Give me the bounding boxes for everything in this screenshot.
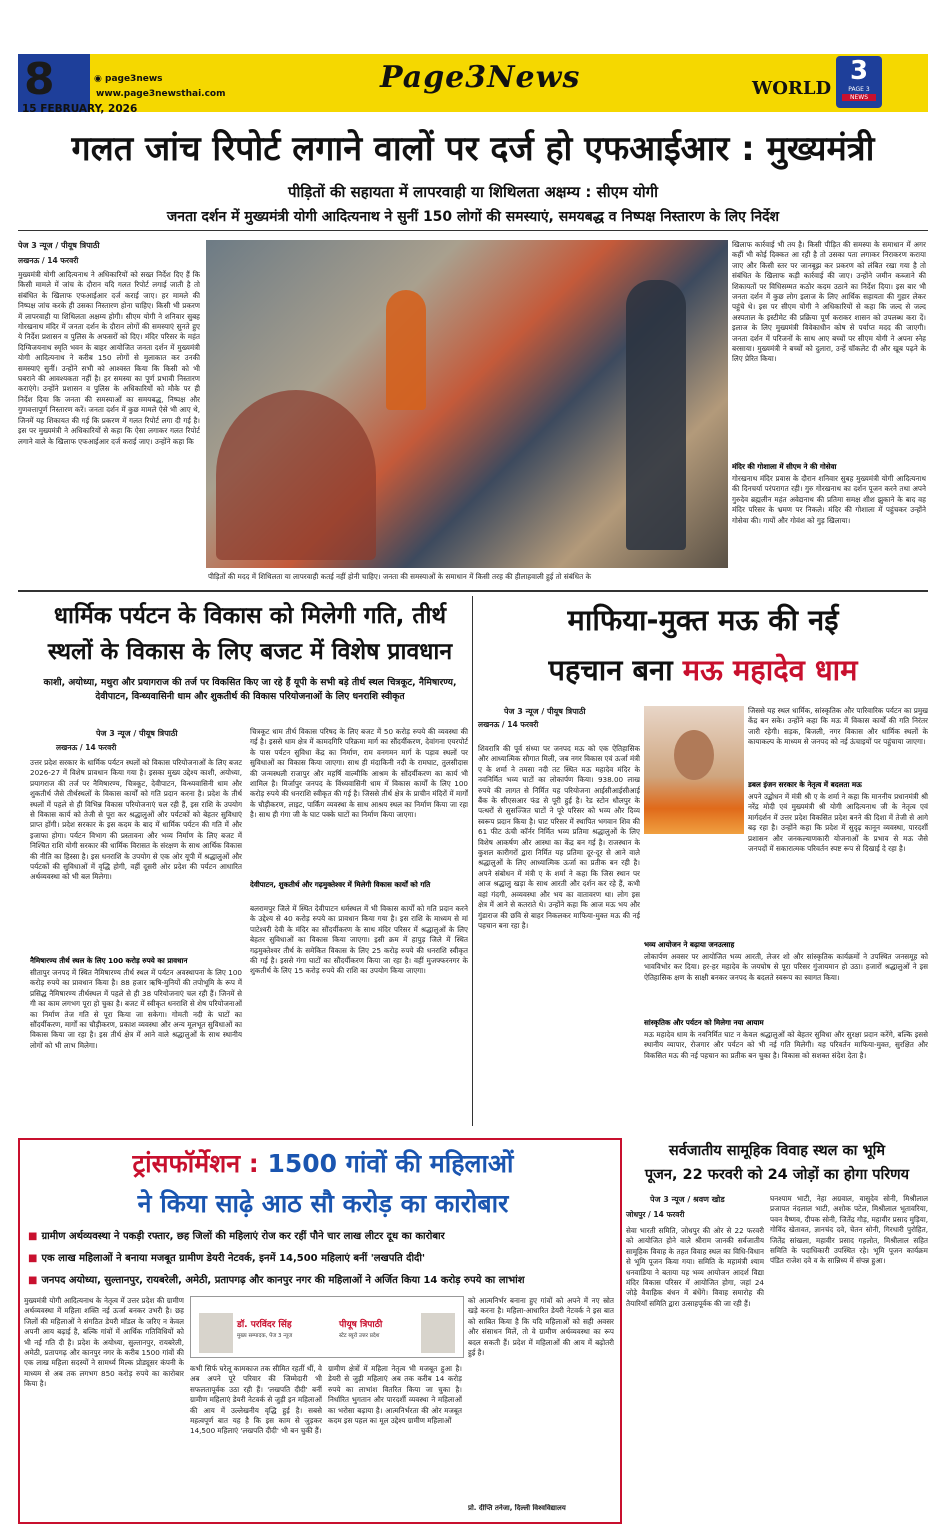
story2-subhead1: नैमिषारण्य तीर्थ स्थल के लिए 100 करोड़ रुपये का प्रावधान [30, 956, 188, 965]
author2-name: पीयूष त्रिपाठी [339, 1320, 383, 1330]
story2-body-col1: उत्तर प्रदेश सरकार के धार्मिक पर्यटन स्थलों को विकास परियोजनाओं के लिए बजट 2026-27 में विशेष प्रावधान किया गया है। इसका मुख्य उद्देश्य काशी, अयोध्या, प्रयागराज की तर्ज पर नैमिषारण्य, चित्रकूट, देवीपाटन, विन्ध्यवासिनी धाम और शुकतीर्थ जैसे तीर्थस्थलों के विकास कार्यों को गति प्रदान करना है। प्रदेश के तीर्थ स्थलों में पहले से ही विभिन्न विकास परियोजनाएं चल रही हैं, इस राशि के उपयोग से विकास कार्य को तेजी से पूरा कर श्रद्धालुओं और पर्यटकों को बेहतर सुविधाएं प्राप्त होंगी। प्रदेश सरकार के इस कदम के बाद में धार्मिक पर्यटन की गति में और इजाफा होगा। पर्यटन विभाग की प्रस्तावना और भव्य निर्माण के लिए बजट में निश्चित राशि योगी सरकार की धार्मिक विरासत के संरक्षण के साथ आर्थिक विकास की नीति का हिस्सा है। इस धनराशि के उपयोग से एक ओर यूपी में श्रद्धालुओं और पर्यटकों की सुविधाओं में वृद्धि होगी, वहीं दूसरी ओर प्रदेश की पर्यटन आधारित अर्थव्यवस्था को भी बल मिलेगा। [30, 758, 242, 882]
story4-bullet-text: जनपद अयोध्या, सुल्तानपुर, रायबरेली, अमेठी, प्रतापगढ़ और कानपुर नगर की महिलाओं ने अर्जित किया 14 करोड़ रुपये का लाभांश [41, 1275, 525, 1286]
story3-body-col2: जिससे यह स्थल धार्मिक, सांस्कृतिक और पारिवारिक पर्यटन का प्रमुख केंद्र बन सके। उन्होंने कहा कि मऊ में विकास कार्यों की गति निरंतर जारी रहेगी। सड़क, बिजली, नगर विकास और धार्मिक स्थलों के कायाकल्प के माध्यम से जनपद को नई ऊंचाइयों पर पहुंचाया जाएगा। [748, 706, 928, 747]
story2-body-col2b: बलरामपुर जिले में स्थित देवीपाटन धर्मस्थल में भी विकास कार्यों को गति प्रदान करने के उद्देश्य से 40 करोड़ रुपये का प्रावधान किया गया है। इस राशि के माध्यम से मां पाटेश्वरी देवी के मंदिर का सौंदर्यीकरण के साथ मंदिर परिसर में श्रद्धालुओं के लिए बेहतर सुविधाओं का विकास किया जाएगा। इसी क्रम में हापुड़ जिले में स्थित गढ़मुक्तेश्वर तीर्थ के समेकित विकास के लिए 25 करोड़ रुपये की धनराशि स्वीकृत की गई है। इससे गंगा घाटों का सौंदर्यीकरण किया जा रहा है। वहीं मुजफ्फरनगर के शुकतीर्थ के लिए 15 करोड़ रुपये की राशि का उपयोग किया जाएगा। [250, 904, 468, 976]
story5-dateline: जोधपुर / 14 फरवरी [626, 1210, 685, 1219]
story4-headline-red: ट्रांसफॉर्मेशन : [132, 1149, 259, 1178]
story2-byline: पेज 3 न्यूज / पीयूष त्रिपाठी [96, 729, 178, 738]
story5-body-col2: घनश्याम भाटी, नेहा अग्रवाल, वासुदेव सोनी, मिश्रीलाल प्रजापत नंदलाल भाटी, अशोक पटेल, मिश्रीलाल भूतावरिया, पवन वैष्णव, दीपक सोनी, जितेंद्र गौड़, महावीर प्रसाद मुड़िया, गोविंद खेतावत, ज्ञानचंद दवे, चेतन सोनी, गिरधारी पुरोहित, जितेंद्र सांखला, महावीर प्रसाद गहलोत, मिश्रीलाल सहित समिति के पदाधिकारी उपस्थित रहे। भूमि पूजन कार्यक्रम पंडित राजेश दवे व के सान्निध्य में संपन्न हुआ। [770, 1194, 928, 1266]
avatar [421, 1313, 455, 1353]
logo-news: NEWS [842, 94, 876, 101]
header-website[interactable]: www.page3newsthai.com [96, 89, 226, 99]
bullet-icon: ■ [28, 1231, 38, 1242]
header-date: 15 FEBRUARY, 2026 [22, 103, 138, 115]
story4-bullet-text: एक लाख महिलाओं ने बनाया मजबूत ग्रामीण डेयरी नेटवर्क, इनमें 14,500 महिलाएं बनीं 'लखपति दीदी' [41, 1253, 426, 1264]
story4-body-col3: ग्रामीण क्षेत्रों में महिला नेतृत्व भी मजबूत हुआ है। डेयरी से जुड़ी महिलाएं अब तक करीब 14 करोड़ रुपये का लाभांश वितरित किया जा चुका है। निर्धारित भुगतान और पारदर्शी व्यवस्था ने महिलाओं का भरोसा बढ़ाया है। आत्मनिर्भरता की ओर मजबूत कदम इस पहल का मूल उद्देश्य ग्रामीण महिलाओं [328, 1364, 462, 1426]
story3-body-col1: शिवरात्रि की पूर्व संध्या पर जनपद मऊ को एक ऐतिहासिक और आध्यात्मिक सौगात मिली, जब नगर विकास एवं ऊर्जा मंत्री ए के शर्मा ने तमसा नदी तट स्थित मऊ महादेव मंदिर के नवनिर्मित भव्य घाटों का लोकार्पण किया। 938.00 लाख रुपये की लागत से निर्मित यह परियोजना आईसीआईसीआई बैंक के सीएसआर फंड से पूरी हुई है। रेड स्टोन धौलपुर के पत्थरों से सुसज्जित घाटों ने पूरे परिसर को भव्य और दिव्य स्वरूप प्रदान किया है। घाट परिसर में स्थापित भगवान शिव की 61 फीट ऊंची कॉर्नर निर्मित भव्य प्रतिमा श्रद्धालुओं के लिए विशेष आकर्षण और आस्था का केंद्र बन गई है। राजस्थान के कुशल कारीगरों द्वारा निर्मित यह प्रतिमा दूर-दूर से आने वाले श्रद्धालुओं के लिए आध्यात्मिक ऊर्जा का प्रतीक बन रही है। अपने संबोधन में मंत्री ए के शर्मा ने कहा कि जिस स्थान पर आज श्रद्धालु खड़ा के साथ आरती और दर्शन कर रहे हैं, कभी वहां गंदगी, अव्यवस्था और भय का वातावरण था। लोग इस क्षेत्र में आने से कतराते थे। उन्होंने कहा कि आज मऊ भय और गुंडाराज की छवि से बाहर निकलकर माफिया-मुक्त मऊ की नई पहचान बना रहा है। [478, 744, 640, 930]
story5-headline1: सर्वजातीय सामूहिक विवाह स्थल का भूमि [668, 1143, 886, 1159]
story1-body-right: खिलाफ कार्रवाई भी तय है। किसी पीड़ित की समस्या के समाधान में अगर कहीं भी कोई दिक्कत आ रही है तो उसका पता लगाकर निराकरण कराया जाए और किसी स्तर पर जानबूझ कर प्रकरण को लंबित रखा गया है तो संबंधित के खिलाफ कड़ी कार्रवाई की जाए। उन्होंने जमीन कब्जाने की शिकायतों पर विधिसम्मत कठोर कदम उठाने का निर्देश दिया। इस बार भी जनता दर्शन में कुछ लोग इलाज के लिए आर्थिक सहायता की गुहार लेकर पहुंचे थे। इस पर सीएम योगी ने अधिकारियों से कहा कि जल्द से जल्द अस्पताल के इस्टीमेट की प्रक्रिया पूर्ण कराकर शासन को उपलब्ध करा दें। इलाज के लिए मुख्यमंत्री विवेकाधीन कोष से पर्याप्त मदद की जाएगी। जनता दर्शन में परिजनों के साथ आए बच्चों पर सीएम योगी ने अपना स्नेह बरसाया। मुख्यमंत्री ने बच्चों को दुलारा, उन्हें चॉकलेट दी और खूब पढ़ने के लिए प्रेरित किया। [732, 240, 926, 364]
divider [18, 230, 928, 231]
facebook-icon: ◉ [94, 74, 105, 84]
divider [18, 590, 928, 592]
story1-deck1: पीड़ितों की सहायता में लापरवाही या शिथिलता अक्षम्य : सीएम योगी [288, 183, 658, 201]
story1-body-right2: गोरखनाथ मंदिर प्रवास के दौरान शनिवार सुबह मुख्यमंत्री योगी आदित्यनाथ की दिनचर्या परंपरागत रही। गुरु गोरखनाथ का दर्शन पूजन करने तथा अपने गुरुदेव ब्रह्मलीन महंत अवेद्यनाथ की प्रतिमा समक्ष शीश झुकाने के बाद वह मंदिर परिसर के भ्रमण पर निकले। मंदिर की गोशाला में पहुंचकर उन्होंने गोसेवा की। गायों और गोवंश को गुड़ खिलाया। [732, 474, 926, 525]
portrait-face [674, 730, 714, 780]
story2-body-col2: चित्रकूट धाम तीर्थ विकास परिषद के लिए बजट में 50 करोड़ रुपये की व्यवस्था की गई है। इससे धाम क्षेत्र में कामदगिरि परिक्रमा मार्ग का सौंदर्यीकरण, देवांगना एयरपोर्ट के पास पर्यटन सुविधा केंद्र का निर्माण, राम वनगमन मार्ग के पड़ाव स्थलों पर सुविधाओं का विकास किया जाएगा। साथ ही मंदाकिनी नदी के रामघाट, तुलसीदास की जन्मस्थली राजापुर और महर्षि वाल्मीकि आश्रम के सौंदर्यीकरण का कार्य भी शामिल है। मिर्जापुर जनपद के विंध्यवासिनी धाम में विकास कार्यों के लिए 100 करोड़ रुपये की धनराशि स्वीकृत की गई है। जिससे तीर्थ क्षेत्र के प्राचीन मंदिरों में मार्गों के चौड़ीकरण, लाइट, पार्किंग व्यवस्था के साथ आश्रय स्थल का निर्माण किया जा रहा है। साथ ही गंगा जी के घाट पक्के घाटों का निर्माण किया जाएगा। [250, 727, 468, 820]
story4-headline1 [28, 1146, 618, 1180]
story1-deck2: जनता दर्शन में मुख्यमंत्री योगी आदित्यनाथ ने सुनीं 150 लोगों की समस्याएं, समयबद्ध व निष्पक्ष निस्तारण के लिए निर्देश [166, 209, 780, 225]
story4-bullet [28, 1272, 614, 1286]
social-handle: page3news [105, 74, 163, 84]
story1-dateline: लखनऊ / 14 फरवरी [18, 256, 79, 265]
story5-headline2: पूजन, 22 फरवरी को 24 जोड़ों का होगा परिणय [644, 1167, 910, 1183]
divider [472, 596, 473, 1126]
story3-headline2 [478, 650, 928, 689]
special-report-box [190, 1296, 464, 1358]
story3-body-col2b: अपने उद्बोधन में मंत्री श्री ए के शर्मा ने कहा कि माननीय प्रधानमंत्री श्री नरेंद्र मोदी एवं मुख्यमंत्री श्री योगी आदित्यनाथ जी के नेतृत्व एवं मार्गदर्शन में उत्तर प्रदेश विकसित प्रदेश बनने की दिशा में तेजी से आगे बढ़ रहा है। उन्होंने कहा कि प्रदेश में सुदृढ़ कानून व्यवस्था, पारदर्शी प्रशासन और जनकल्याणकारी योजनाओं के प्रभाव से मऊ जैसे जनपदों में सकारात्मक परिवर्तन स्पष्ट रूप से दिखाई दे रहा है। [748, 792, 928, 854]
photo-figure-crowd [216, 390, 376, 560]
brand-logo [836, 56, 882, 108]
story2-dateline: लखनऊ / 14 फरवरी [56, 743, 117, 752]
story1-body-col1: मुख्यमंत्री योगी आदित्यनाथ ने अधिकारियों को सख्त निर्देश दिए हैं कि किसी मामले में जांच के दौरान यदि गलत रिपोर्ट लगाई जाती है तो संबंधित के खिलाफ एफआईआर दर्ज कराई जाए। हर मामले की निष्पक्ष जांच करके ही उसका निस्तारण होना चाहिए। किसी भी प्रकरण में लापरवाही या शिथिलता अक्षम्य होगी। सीएम योगी ने शनिवार सुबह गोरखनाथ मंदिर में जनता दर्शन के दौरान लोगों की समस्याएं सुनते हुए ये निर्देश प्रशासन व पुलिस के अफसरों को दिए। मंदिर परिसर के महंत दिग्विजयनाथ स्मृति भवन के बाहर आयोजित जनता दर्शन में मुख्यमंत्री योगी आदित्यनाथ ने करीब 150 लोगों से मुलाकात कर उनकी समस्याएं सुनीं। उन्होंने सभी को आश्वस्त किया कि किसी को भी घबराने की आवश्यकता नहीं है। हर समस्या का पूर्ण प्रभावी निस्तारण कराएंगे। उन्होंने प्रशासन व पुलिस के अधिकारियों को मौके पर ही निर्देश दिया कि जनता की समस्याओं का समयबद्ध, निष्पक्ष और गुणवत्तापूर्ण निस्तारण करें। जनता दर्शन में कुछ मामले ऐसे भी आए थे, जिनमें यह शिकायत की गई कि प्रकरण में गलत रिपोर्ट लगा दी गई है। इस पर मुख्यमंत्री ने अधिकारियों से कहा कि ऐसा लगाकर गलत रिपोर्ट लगाने वाले के खिलाफ एफआईआर दर्ज कराई जाए। उन्होंने कहा कि [18, 270, 200, 446]
story4-bullet [28, 1250, 614, 1264]
story3-body-col2c: लोकार्पण अवसर पर आयोजित भव्य आरती, लेजर शो और सांस्कृतिक कार्यक्रमों ने उपस्थित जनसमूह को भावविभोर कर दिया। हर-हर महादेव के जयघोष से पूरा परिसर गुंजायमान हो उठा। हजारों श्रद्धालुओं ने इस ऐतिहासिक क्षण के साक्षी बनकर जनपद के बदलते स्वरूप का स्वागत किया। [644, 952, 928, 982]
bullet-icon: ■ [28, 1253, 38, 1264]
photo-figure-cm [386, 290, 426, 410]
story3-headline1: माफिया-मुक्त मऊ की नई [567, 603, 839, 637]
photo-figure-officer [626, 280, 686, 550]
masthead: Page3News [380, 60, 581, 95]
special-report-label: स्पेशल रिपोर्ट [308, 1300, 346, 1309]
story1-byline: पेज 3 न्यूज / पीयूष त्रिपाठी [18, 241, 100, 250]
story3-headline2-red: मऊ महादेव धाम [682, 653, 858, 687]
story1-photo [206, 240, 728, 568]
author1-name: डॉ. परविंदर सिंह [237, 1320, 292, 1330]
story2-deck: काशी, अयोध्या, मथुरा और प्रयागराज की तर्ज पर विकसित किए जा रहे हैं यूपी के सभी बड़े तीर्थ स्थल चित्रकूट, नैमिषारण्य, देवीपाटन, विन्ध्यवासिनी धाम और शुकतीर्थ की विकास परियोजनाओं के लिए धनराशि स्वीकृत [43, 677, 457, 702]
story4-bullet [28, 1228, 614, 1242]
bullet-icon: ■ [28, 1275, 38, 1286]
story3-portrait [644, 706, 744, 834]
story2-subhead2: देवीपाटन, शुकतीर्थ और गढ़मुक्तेश्वर में मिलेगी विकास कार्यों को गति [250, 880, 431, 889]
story3-subhead3: सांस्कृतिक और पर्यटन को मिलेगा नया आयाम [644, 1018, 764, 1027]
section-label: WORLD [752, 78, 832, 99]
story3-body-col2d: मऊ महादेव धाम के नवनिर्मित घाट न केवल श्रद्धालुओं को बेहतर सुविधा और सुरक्षा प्रदान करेंगे, बल्कि इससे स्थानीय व्यापार, रोजगार और पर्यटन को भी नई गति मिलेगी। यह परिवर्तन माफिया-मुक्त, सुरक्षित और विकसित मऊ की नई पहचान का प्रतीक बन चुका है। विकास को सशक्त संदेश देता है। [644, 1030, 928, 1060]
story3-subhead1: डबल इंजन सरकार के नेतृत्व में बदलता मऊ [748, 780, 862, 789]
story3-subhead2: भव्य आयोजन ने बढ़ाया जनउत्साह [644, 940, 735, 949]
story4-quote-by: प्रो. दीप्ति तनेजा, दिल्ली विश्वविद्यालय [468, 1504, 566, 1512]
story1-subhead-right: मंदिर की गोशाला में सीएम ने की गोसेवा [732, 462, 837, 471]
story1-photo-caption: पीड़ितों की मदद में शिथिलता या लापरवाही कतई नहीं होनी चाहिए। जनता की समस्याओं के समाधान में किसी तरह की हीलाहवाली हुई तो संबंधित के [208, 572, 591, 581]
author1-role: मुख्य सम्पादक, पेज 3 न्यूज [237, 1333, 293, 1339]
logo-page: PAGE 3 [848, 86, 870, 93]
story3-dateline: लखनऊ / 14 फरवरी [478, 720, 539, 729]
story1-headline: गलत जांच रिपोर्ट लगाने वालों पर दर्ज हो एफआईआर : मुख्यमंत्री [71, 129, 875, 169]
story4-body-col2: कभी सिर्फ घरेलू कामकाज तक सीमित रहतीं थीं, वे अब अपने पूरे परिवार की जिम्मेदारी भी सफलतापूर्वक उठा रही हैं। 'लखपति दीदी' बनीं ग्रामीण महिलाएं डेयरी नेटवर्क से जुड़ी इन महिलाओं की आय में उल्लेखनीय वृद्धि हुई है। सबसे महत्वपूर्ण बात यह है कि इस काम से जुड़कर 14,500 महिलाएं 'लखपति दीदी' भी बन चुकी हैं। [190, 1364, 322, 1436]
header-social [94, 74, 163, 84]
story4-bullet-text: ग्रामीण अर्थव्यवस्था ने पकड़ी रफ्तार, छह जिलों की महिलाएं रोज कर रहीं पौने चार लाख लीटर दूध का कारोबार [41, 1231, 445, 1242]
story4-body-col4: को आत्मनिर्भर बनाना हुए गांवों को अपने में नए स्रोत खड़े करना है। महिला-आधारित डेयरी नेटवर्क ने इस बात को साबित किया है कि यदि महिलाओं को सही अवसर और संसाधन मिलें, तो वे ग्रामीण अर्थव्यवस्था का रूप बदल सकती हैं। प्रदेश में महिलाओं की आय में बढ़ोतरी हुई है। [468, 1296, 614, 1358]
story3-headline2-black: पहचान बना [548, 653, 673, 687]
avatar [199, 1313, 233, 1353]
story3-byline: पेज 3 न्यूज / पीयूष त्रिपाठी [504, 707, 586, 716]
story2-body-col1b: सीतापुर जनपद में स्थित नैमिषारण्य तीर्थ स्थल में पर्यटन अवस्थापना के लिए 100 करोड़ रुपये का प्रावधान किया है। 88 हजार ऋषि-मुनियों की तपोभूमि के रूप में प्रसिद्ध नैमिषारण्य तीर्थस्थल में पहले से ही 38 परियोजनाएं चल रही हैं। जिनमें से गी का काम लगभग पूरा हो चुका है। बजट में स्वीकृत धनराशि से शेष परियोजनाओं का निर्माण तेज गति से पूरा किया जा सकेगा। गोमती नदी के घाटों का सौंदर्यीकरण, मार्गों का चौड़ीकरण, प्रकाश व्यवस्था और अन्य मूलभूत सुविधाओं का विकास किया जा रहा है। इस तीर्थ क्षेत्र में आने वाले श्रद्धालुओं के साथ स्थानीय लोगों को भी लाभ मिलेगा। [30, 968, 242, 1050]
story4-headline-blue1: 1500 गांवों की महिलाओं [267, 1149, 514, 1178]
story5-byline: पेज 3 न्यूज / श्रवण खोड [650, 1195, 725, 1204]
author2-role: स्टेट ब्यूरो उत्तर प्रदेश [339, 1333, 380, 1339]
story4-headline2: ने किया साढ़े आठ सौ करोड़ का कारोबार [137, 1189, 509, 1218]
story5-body-col1: सेवा भारती समिति, जोधपुर की ओर से 22 फरवरी को आयोजित होने वाले श्रीराम जानकी सर्वजातीय सामूहिक विवाह के तहत विवाह स्थल का विधि-विधान से भूमि पूजन किया गया। समिति के महामंत्री श्याम धनवाडिया ने बताया यह भव्य आयोजन आदर्श विद्या मंदिर विकास परिसर में आयोजित होगा, जहां 24 जोड़े वैवाहिक बंधन में बंधेंगे। विवाह समारोह की तैयारियाँ समिति द्वारा उत्साहपूर्वक की जा रही हैं। [626, 1226, 764, 1308]
page-number: 8 [24, 54, 55, 105]
story2-headline: धार्मिक पर्यटन के विकास को मिलेगी गति, तीर्थ स्थलों के विकास के लिए बजट में विशेष प्रावधान [47, 603, 453, 665]
story4-body-col1: मुख्यमंत्री योगी आदित्यनाथ के नेतृत्व में उत्तर प्रदेश की ग्रामीण अर्थव्यवस्था में महिला शक्ति नई ऊर्जा बनकर उभरी है। छह जिलों की महिलाओं ने संगठित डेयरी मॉडल के जरिए न केवल अपनी आय बढ़ाई है, बल्कि गांवों में आर्थिक गतिविधियों को भी नई गति दी है। प्रदेश के अयोध्या, सुल्तानपुर, रायबरेली, अमेठी, प्रतापगढ़ और कानपुर नगर के करीब 1500 गांवों की एक लाख महिला सदस्यों ने सामर्थ्य मिल्क प्रोड्यूसर कंपनी के माध्यम से अब तक लगभग 850 करोड़ रुपये का कारोबार किया है। [24, 1296, 184, 1389]
logo-number: 3 [849, 56, 869, 86]
